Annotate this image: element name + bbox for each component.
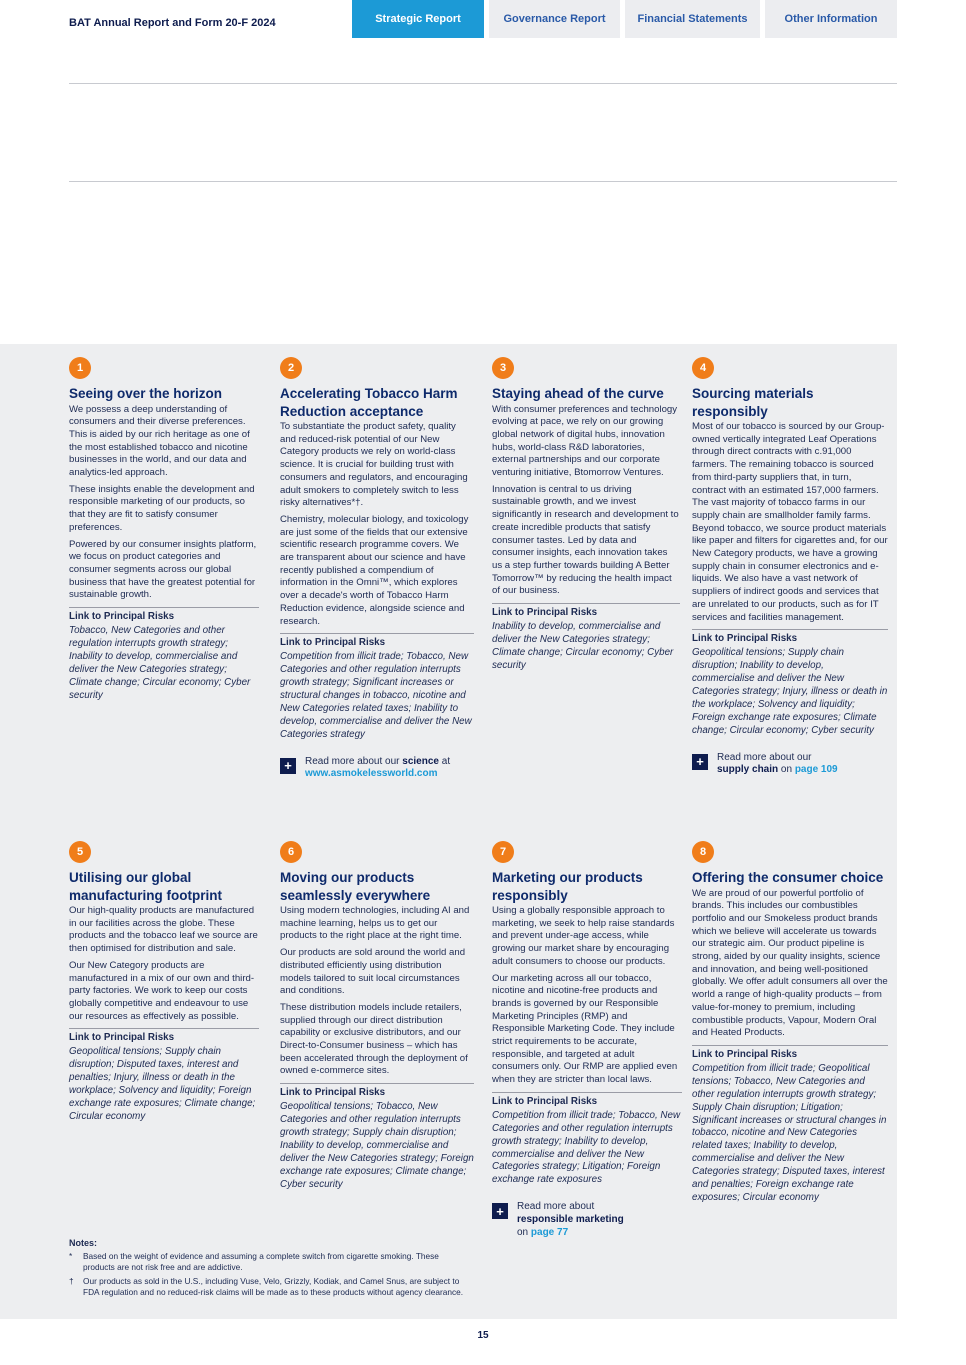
footnote-item: * Based on the weight of evidence and assuming a complete switch from cigarette smoking. These products are not risk free and are addictive. xyxy=(69,1251,439,1272)
read-more-responsible-marketing[interactable]: + Read more about responsible marketing on page 77 xyxy=(492,1201,682,1239)
principal-risks-list: Inability to develop, commercialise and deliver the New Categories strategy; Climate change; Circular economy; Cyber security xyxy=(492,621,674,671)
section-divider xyxy=(69,607,259,608)
section-heading: Accelerating Tobacco Harm Reduction acceptance xyxy=(280,386,458,419)
principal-risks-title: Link to Principal Risks xyxy=(492,607,598,619)
section-divider xyxy=(492,1092,682,1093)
section-divider xyxy=(69,1028,259,1029)
section-divider xyxy=(692,629,888,630)
section-paragraph: We are proud of our powerful portfolio of brands. This includes our combustibles portfolio and our Smokeless product brands which we believe will accelerate us towards our strategic aim. Our product pipeline is strong, aided by our quality insights, science and innovation, and being well-positioned globally. We offer adult consumers all over the world a range of high-quality products – from value-for-money to premium, including combustible products, Vapour, Modern Oral and Heated Products. xyxy=(692,887,888,1039)
tab-financial-statements[interactable]: Financial Statements xyxy=(625,0,760,38)
report-title: BAT Annual Report and Form 20-F 2024 xyxy=(69,17,276,29)
section-paragraph: With consumer preferences and technology evolving at pace, we rely on our growing global network of digital hubs, innovation hubs, world-class R&D laboratories, external partnerships and our corporate venturing initiative, Btomorrow Ventures. xyxy=(492,403,678,479)
principal-risks-title: Link to Principal Risks xyxy=(692,1048,798,1060)
principal-risks-list: Competition from illicit trade; Tobacco, New Categories and other regulation interrupts growth strategy; Inability to develop, commercialise and deliver the New Categories strategy; Litigation; Foreign exchange rate exposures xyxy=(492,1109,681,1186)
section-divider xyxy=(280,633,474,634)
page-number: 15 xyxy=(477,1330,489,1341)
section-number-badge: 5 xyxy=(69,841,91,863)
section-heading: Offering the consumer choice xyxy=(692,870,884,885)
section-3 xyxy=(492,357,680,673)
section-heading: Utilising our global manufacturing footprint xyxy=(69,870,222,903)
section-paragraph: These insights enable the development and responsible marketing of our products, so that they are fit to satisfy consumer preferences. xyxy=(69,483,255,533)
read-more-supply-chain[interactable]: + Read more about our supply chain on page 109 xyxy=(692,752,888,778)
section-number-badge: 8 xyxy=(692,841,714,863)
section-heading: Staying ahead of the curve xyxy=(492,386,664,401)
section-number-badge: 4 xyxy=(692,357,714,379)
principal-risks-title: Link to Principal Risks xyxy=(69,611,175,623)
divider-middle xyxy=(69,181,897,182)
principal-risks-list: Geopolitical tensions; Supply chain disruption; Disputed taxes, interest and penalties; Injury, illness or death in the workplace; Solvency and liquidity; Foreign exchange rate exposures; Climate change; Circular economy xyxy=(69,1046,256,1122)
principal-risks-list: Geopolitical tensions; Tobacco, New Categories and other regulation interrupts growth strategy; Supply chain disruption; Inability to develop, commercialise and deliver the New Categories strategy; Foreign exchange rate exposures; Climate change; Cyber security xyxy=(280,1101,474,1190)
science-website-link[interactable]: www.asmokelessworld.com xyxy=(305,768,438,780)
section-divider xyxy=(492,603,680,604)
section-7 xyxy=(492,841,682,1240)
section-paragraph: Using modern technologies, including AI and machine learning, helps us to get our products to the right place at the right time. xyxy=(280,905,470,942)
section-heading: Marketing our products responsibly xyxy=(492,870,643,903)
read-more-science[interactable]: + Read more about our science at www.asmokelessworld.com xyxy=(280,756,474,782)
section-paragraph: Using a globally responsible approach to marketing, we seek to help raise standards and prevent under-age access, while growing our market share by encouraging adult consumers to choose our products. xyxy=(492,905,675,967)
tab-strategic-report[interactable]: Strategic Report xyxy=(352,0,484,38)
principal-risks-list: Geopolitical tensions; Supply chain disruption; Inability to develop, commercialise and deliver the New Categories strategy; Injury, illness or death in the workplace; Solvency and liquidity; Foreign exchange rate exposures; Climate change; Circular economy; Cyber security xyxy=(692,647,888,736)
footnote-item: † Our products as sold in the U.S., including Vuse, Velo, Grizzly, Kodiak, and Camel Snus, are subject to FDA regulation and no reduced-risk claims will be made as to these products without agency clearance. xyxy=(69,1276,464,1297)
principal-risks-title: Link to Principal Risks xyxy=(492,1095,598,1107)
divider-top xyxy=(69,83,897,84)
section-divider xyxy=(692,1045,888,1046)
section-2 xyxy=(280,357,474,781)
principal-risks-title: Link to Principal Risks xyxy=(69,1032,175,1044)
principal-risks-list: Competition from illicit trade; Tobacco, New Categories and other regulation interrupts growth strategy; Significant increases or structural changes in tobacco, nicotine and New Categories related taxes; Inability to develop, commercialise and deliver the New Categories strategy xyxy=(280,651,472,740)
plus-icon: + xyxy=(280,758,296,774)
principal-risks-title: Link to Principal Risks xyxy=(692,633,798,645)
tab-governance-report[interactable]: Governance Report xyxy=(489,0,620,38)
section-heading: Moving our products seamlessly everywhere xyxy=(280,870,431,903)
section-paragraph: To substantiate the product safety, quality and reduced-risk potential of our New Category products we rely on world-class science. It is crucial for building trust with consumers and regulators, and encouraging adult smokers to completely switch to less risky alternatives*†. xyxy=(280,421,468,509)
section-heading: Seeing over the horizon xyxy=(69,386,223,401)
page-77-link[interactable]: page 77 xyxy=(530,1226,569,1238)
section-number-badge: 6 xyxy=(280,841,302,863)
principal-risks-title: Link to Principal Risks xyxy=(280,637,386,649)
section-number-badge: 7 xyxy=(492,841,514,863)
section-number-badge: 2 xyxy=(280,357,302,379)
section-1 xyxy=(69,357,259,702)
notes-title: Notes: xyxy=(69,1238,98,1248)
footnotes xyxy=(69,1238,469,1298)
section-6 xyxy=(280,841,474,1191)
section-number-badge: 3 xyxy=(492,357,514,379)
plus-icon: + xyxy=(492,1203,508,1219)
section-paragraph: We possess a deep understanding of consumers and their diverse preferences. This is aided by our rich heritage as one of the most established tobacco and nicotine businesses in the world, and our data and analytics-led approach. xyxy=(69,403,250,479)
section-paragraph: Chemistry, molecular biology, and toxicology are just some of the fields that our extensive scientific research programme covers. We are transparent about our science and have recently published a compendium of information in the Omni™, which explores over a decade's worth of Tobacco Harm Reduction evidence, alongside science and research. xyxy=(280,513,469,627)
section-number-badge: 1 xyxy=(69,357,91,379)
section-paragraph: Our products are sold around the world and distributed efficiently using distribution models tailored to suit local circumstances and conditions. xyxy=(280,947,466,997)
section-paragraph: Our New Category products are manufactured in a mix of our own and third-party factories. We work to keep our costs globally competitive and endeavour to use our resources as effectively as possible. xyxy=(69,959,255,1022)
tab-other-information[interactable]: Other Information xyxy=(765,0,897,38)
section-tabs xyxy=(352,0,897,38)
section-paragraph: Powered by our consumer insights platform, we focus on product categories and consumer segments across our global business that have the greatest potential for sustainable growth. xyxy=(69,538,257,601)
principal-risks-list: Tobacco, New Categories and other regulation interrupts growth strategy; Inability to develop, commercialise and deliver the New Categories strategy; Climate change; Circular economy; Cyber security xyxy=(69,625,251,701)
principal-risks-title: Link to Principal Risks xyxy=(280,1087,386,1099)
section-divider xyxy=(280,1083,474,1084)
plus-icon: + xyxy=(692,754,708,770)
section-paragraph: These distribution models include retailers, supplied through our direct distribution capability or exclusive distributors, and our Direct-to-Consumer business – which has been accelerated through the deployment of owned e-commerce sites. xyxy=(280,1001,468,1077)
section-paragraph: Innovation is central to us driving sustainable growth, and we invest significantly in research and development to create incredible products that satisfy consumer tastes. Led by data and consumer insights, each innovation takes us a step further towards building A Better Tomorrow™ by reducing the health impact of our business. xyxy=(492,483,679,597)
section-4 xyxy=(692,357,888,777)
section-paragraph: Our high-quality products are manufactured in our facilities across the globe. These products and the tobacco leaf we source are then optimised for distribution and sale. xyxy=(69,905,258,955)
section-5 xyxy=(69,841,259,1124)
section-paragraph: Our marketing across all our tobacco, nicotine and nicotine-free products and brands is governed by our Responsible Marketing Principles (RMP) and Responsible Marketing Code. They include strict requirements to be accurate, responsible, and targeted at adult consumers only. Our RMP are applied even when they are stricter than local laws. xyxy=(492,972,678,1086)
section-paragraph: Most of our tobacco is sourced by our Group-owned vertically integrated Leaf Operations through direct contracts with c.91,000 farmers. The remaining tobacco is sourced from third-party suppliers that, in turn, contract with an estimated 157,000 farmers. The vast majority of tobacco farms in our supply chain are smallholder family farms. Beyond tobacco, we source product materials like paper and filters for cigarettes and, for our New Category products, we have a growing supply chain in consumer electronics and e-liquids. We also have a vast network of suppliers of indirect goods and services that are unrelated to our products, such as for IT services and facilities management. xyxy=(692,421,888,623)
page-109-link[interactable]: page 109 xyxy=(794,764,838,776)
section-heading: Sourcing materials responsibly xyxy=(692,386,814,419)
principal-risks-list: Competition from illicit trade; Geopolitical tensions; Tobacco, New Categories and other regulation interrupts growth strategy; Supply Chain disruption; Litigation; Significant increases or structural changes in tobacco, nicotine and New Categories related taxes; Inability to develop, commercialise and deliver the New Categories strategy; Disputed taxes, interest and penalties; Foreign exchange rate exposures; Circular economy xyxy=(692,1062,887,1203)
section-8 xyxy=(692,841,888,1205)
